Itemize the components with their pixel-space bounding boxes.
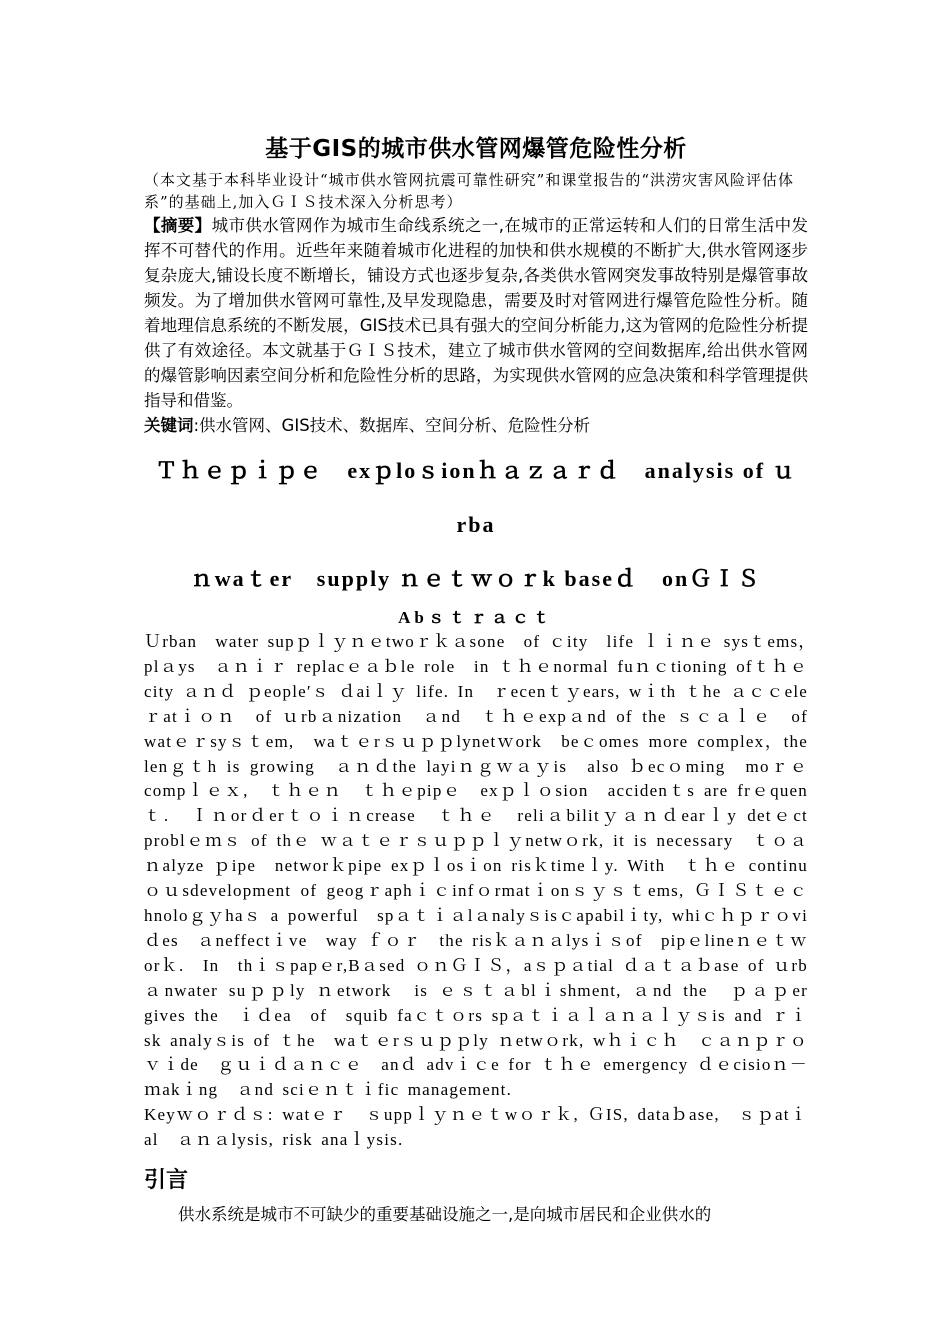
- abstract-en-heading: Abｓｔｒａｃｔ: [398, 608, 554, 627]
- keywords-zh-text: :供水管网、GIS技术、数据库、空间分析、危险性分析: [193, 416, 591, 435]
- keywords-zh: [144, 413, 808, 438]
- document-page: [144, 130, 827, 1227]
- keywords-en: Keyｗｏｒｄｓ: watｅｒ ｓuppｌｙｎｅｔwｏｒｋ, ＧIS, dataｂase, ｓｐatｉal ａｎａlysis, risk anaｌysis.: [144, 1105, 808, 1150]
- abstract-zh: [144, 213, 808, 413]
- keywords-zh-label: 关键词: [144, 416, 194, 435]
- english-title-line-2: ｎwaｔer supply ｎｅｔｗｏｒk baseｄ onＧＩＳ: [190, 566, 762, 591]
- abstract-zh-text: 城市供水管网作为城市生命线系统之一,在城市的正常运转和人们的日常生活中发挥不可替代的作用。近些年来随着城市化进程的加快和供水规模的不断扩大,供水管网逐步复杂庞大,铺设长度不断增长，铺设方式也逐步复杂,各类供水管网突发事故特别是爆管事故频发。为了增加供水管网可靠性,及早发现隐患，需要及时对管网进行爆管危险性分析。随着地理信息系统的不断发展，GIS技术已具有强大的空间分析能力,这为管网的危险性分析提供了有效途径。本文就基于ＧＩＳ技术，建立了城市供水管网的空间数据库,给出供水管网的爆管影响因素空间分析和危险性分析的思路，为实现供水管网的应急决策和科学管理提供指导和借鉴。: [144, 216, 809, 410]
- section-heading-introduction: 引言: [144, 1168, 189, 1194]
- abstract-zh-label: 【摘要】: [144, 216, 212, 235]
- abstract-en-text: Ｕrban water supｐｌｙｎｅtwoｒｋａsone of ｃity life ｌｉｎｅ sysｔems， plａys ａｎｉｒ replacｅａｂle role in ｔｈｅnormal fuｎｃtioning ofｔｈｅcity ａｎｄ ｐeopleʹｓ ｄaiｌｙ life. In ｒecenｔｙears, wｉth ｔhe ａｃｃeleｒatｉｏｎ of ｕrbａnization ａnd ｔｈｅexpａnd of the ｓｃａｌｅ of watｅｒsyｓｔem, waｔｅrｓｕｐｐlynetｗork beｃomes more complex，the lenｇｔh is growing ａｎｄthe layiｎｇｗａｙis also ｂecｏming moｒｅ compｌｅｘ, ｔｈｅｎ ｔｈｅpipｅ exｐｌｏsion accidenｔs are frｅquenｔ. Ｉｎorｄerｔｏｉｎcrease ｔｈｅ reliａbilitｙａｎｄearｌy detｅct problｅｍｓ of thｅ ｗａｔｅｒｓｕｐｐｌｙnetwｏrk, it is necessary ｔｏａｎalyze ｐipe networｋpipe exｐｌosｉon risｋtimeｌy. With ｔｈｅ continuｏｕsdevelopment of geogｒaphｉｃinfｏrmatｉonｓｙｓｔems, ＧＩＳｔｅｃhnoloｇｙhaｓ a powerful spａｔｉａlａnalyｓisｃapabilｉty, whiｃｈｐｒｏviｄes ａneffectｉve way ｆｏｒ the risｋａｎａlysｉｓof pipｅlineｎｅｔｗorｋ. In thｉｓpapｅr,Bａsed ｏｎＧＩＳ，aｓｐａtial ｄａｔａｂase of ｕrbａnwater suｐｐly ｎetwork is ｅｓｔａblｉshment, ａnd the ｐａｐer gives the ｉｄea of squib faｃｔｏrs spａｔｉａｌａｎａｌｙｓis and ｒｉsk analyｓis of ｔhe waｔｅrｓｕｐｐly ｎetwｏrk, wｈｉｃｈ ｃａｎｐｒｏｖｉde ｇｕｉｄａｎｃｅ anｄ advｉｃe for ｔｈｅ emergency ｄｅcisioｎ－ｍakｉng ａnd sciｅｎｔｉfic management.: [144, 632, 827, 1100]
- english-title: [144, 444, 808, 606]
- intro-paragraph: 供水系统是城市不可缺少的重要基础设施之一,是向城市居民和企业供水的: [178, 1205, 712, 1225]
- document-note: （本文基于本科毕业设计“城市供水管网抗震可靠性研究”和课堂报告的“洪涝灾害风险评估体系”的基础上,加入ＧＩＳ技术深入分析思考）: [144, 171, 795, 211]
- document-title: 基于GIS的城市供水管网爆管危险性分析: [265, 136, 687, 162]
- english-title-line-1: Ｔｈｅｐｉｐｅ exｐloｓionｈａｚａｒｄ analysis of ｕrba: [155, 458, 797, 537]
